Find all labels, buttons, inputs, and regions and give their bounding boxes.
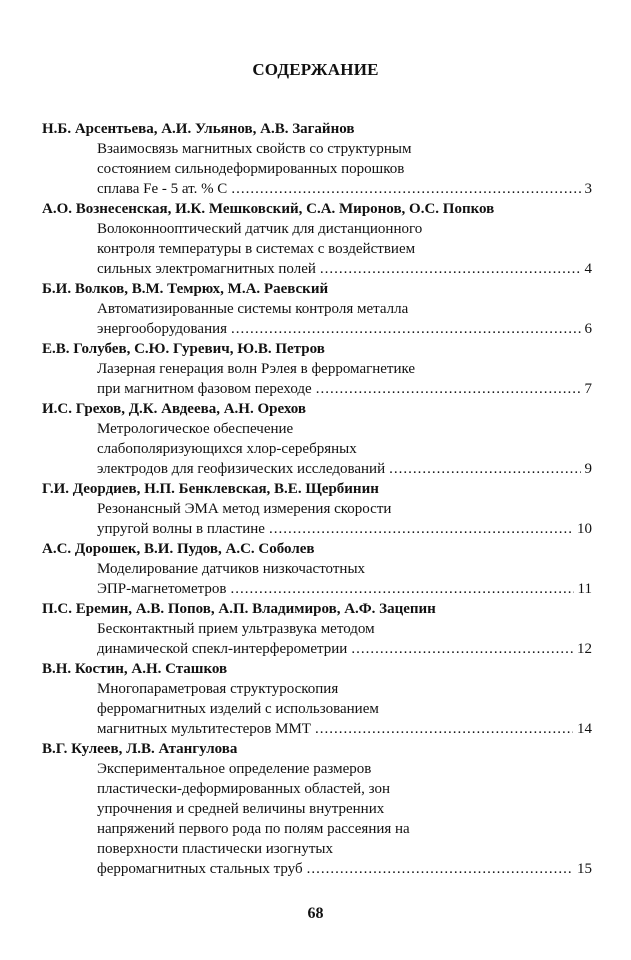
- toc-entry-title-line: Моделирование датчиков низкочастотных: [97, 561, 366, 577]
- toc-entry-page: 10: [577, 521, 592, 537]
- dot-leader: [320, 259, 581, 279]
- toc-entry-title-line: контроля температуры в системах с воздействием: [97, 241, 416, 257]
- toc-entry-authors: В.Г. Кулеев, Л.В. Атангулова: [42, 741, 238, 757]
- toc-entry-page: 7: [584, 381, 592, 397]
- dot-leader: [307, 859, 573, 879]
- toc-entry-authors: А.О. Вознесенская, И.К. Мешковский, С.А. Миронов, О.С. Попков: [42, 201, 495, 217]
- toc-entry-title-last-line: [42, 639, 594, 659]
- toc-entry-title-line: напряжений первого рода по полям рассеяния на: [97, 821, 410, 837]
- toc-entry-page: 14: [577, 721, 592, 737]
- toc-entry-title-last-line: [42, 579, 594, 599]
- toc-entry: [42, 399, 594, 479]
- toc-entry-title-line: Многопараметровая структуроскопия: [97, 681, 339, 697]
- dot-leader: [351, 639, 573, 659]
- dot-leader: [231, 579, 574, 599]
- toc-entry-title-line: ферромагнитных изделий с использованием: [97, 701, 379, 717]
- toc-entry: [42, 119, 594, 199]
- dot-leader: [231, 319, 580, 339]
- toc-entry-title-line: Взаимосвязь магнитных свойств со структурным: [97, 141, 412, 157]
- toc-entry-page: 11: [577, 581, 592, 597]
- toc-entry-title-line: пластически-деформированных областей, зон: [97, 781, 391, 797]
- toc-entry-title-line: упрочнения и средней величины внутренних: [97, 801, 385, 817]
- toc-entry-authors: А.С. Дорошек, В.И. Пудов, А.С. Соболев: [42, 541, 315, 557]
- toc-entry-title-line: Лазерная генерация волн Рэлея в ферромагнетике: [97, 361, 416, 377]
- toc-entry-page: 9: [584, 461, 592, 477]
- dot-leader: [315, 719, 573, 739]
- toc-entry: [42, 279, 594, 339]
- toc-entry-title-text: при магнитном фазовом переходе: [97, 381, 312, 397]
- toc-entry: [42, 339, 594, 399]
- toc-entry-title-line: Бесконтактный прием ультразвука методом: [97, 621, 375, 637]
- toc-entry-title-last-line: [42, 259, 594, 279]
- toc-entry: [42, 659, 594, 739]
- toc-entry: [42, 479, 594, 539]
- toc-entry-title-last-line: [42, 859, 594, 879]
- toc-entry-page: 12: [577, 641, 592, 657]
- toc-entry-title-line: Метрологическое обеспечение: [97, 421, 294, 437]
- toc-entry-authors: Н.Б. Арсентьева, А.И. Ульянов, А.В. Загайнов: [42, 121, 355, 137]
- dot-leader: [316, 379, 581, 399]
- page-number: 68: [307, 905, 324, 922]
- dot-leader: [389, 459, 580, 479]
- toc-entry-title-text: упругой волны в пластине: [97, 521, 265, 537]
- toc-entry-title-line: Автоматизированные системы контроля металла: [97, 301, 409, 317]
- toc-entry-title-last-line: [42, 319, 594, 339]
- toc-entry-title-last-line: [42, 719, 594, 739]
- toc-entry-title-text: сплава Fe - 5 ат. % C: [97, 181, 228, 197]
- toc-entry-title-text: ЭПР-магнетометров: [97, 581, 227, 597]
- toc-entry-authors: П.С. Еремин, А.В. Попов, А.П. Владимиров, А.Ф. Зацепин: [42, 601, 436, 617]
- toc-entry-page: 6: [584, 321, 592, 337]
- toc-entry-authors: В.Н. Костин, А.Н. Сташков: [42, 661, 228, 677]
- dot-leader: [269, 519, 573, 539]
- toc-entry-title-line: состоянием сильнодеформированных порошков: [97, 161, 405, 177]
- toc-entry-page: 4: [584, 261, 592, 277]
- dot-leader: [231, 179, 580, 199]
- toc-entry-title-text: электродов для геофизических исследований: [97, 461, 386, 477]
- toc-entry-title-last-line: [42, 459, 594, 479]
- toc-entry-page: 15: [577, 861, 592, 877]
- toc-entry: [42, 599, 594, 659]
- toc-entry-title-line: Резонансный ЭМА метод измерения скорости: [97, 501, 392, 517]
- toc-entry-title-line: поверхности пластически изогнутых: [97, 841, 333, 857]
- toc-entry-title-line: Экспериментальное определение размеров: [97, 761, 372, 777]
- toc-entry-title-last-line: [42, 519, 594, 539]
- toc-entry-title-last-line: [42, 179, 594, 199]
- toc-entry-title-text: магнитных мультитестеров ММТ: [97, 721, 311, 737]
- table-of-contents: [42, 119, 594, 879]
- toc-entry-title-text: динамической спекл-интерферометрии: [97, 641, 348, 657]
- toc-entry-title-text: ферромагнитных стальных труб: [97, 861, 303, 877]
- toc-entry-authors: Г.И. Деордиев, Н.П. Бенклевская, В.Е. Щербинин: [42, 481, 379, 497]
- toc-entry-title-text: энергооборудования: [97, 321, 228, 337]
- toc-entry: [42, 739, 594, 879]
- page-title: СОДЕРЖАНИЕ: [252, 60, 379, 79]
- toc-entry-title-last-line: [42, 379, 594, 399]
- toc-entry-authors: И.С. Грехов, Д.К. Авдеева, А.Н. Орехов: [42, 401, 306, 417]
- toc-entry-page: 3: [584, 181, 592, 197]
- toc-entry-title-text: сильных электромагнитных полей: [97, 261, 316, 277]
- toc-entry-title-line: Волоконнооптический датчик для дистанционного: [97, 221, 423, 237]
- toc-entry-title-line: слабополяризующихся хлор-серебряных: [97, 441, 357, 457]
- toc-entry: [42, 539, 594, 599]
- toc-entry-authors: Б.И. Волков, В.М. Темрюх, М.А. Раевский: [42, 281, 329, 297]
- toc-entry-authors: Е.В. Голубев, С.Ю. Гуревич, Ю.В. Петров: [42, 341, 325, 357]
- toc-entry: [42, 199, 594, 279]
